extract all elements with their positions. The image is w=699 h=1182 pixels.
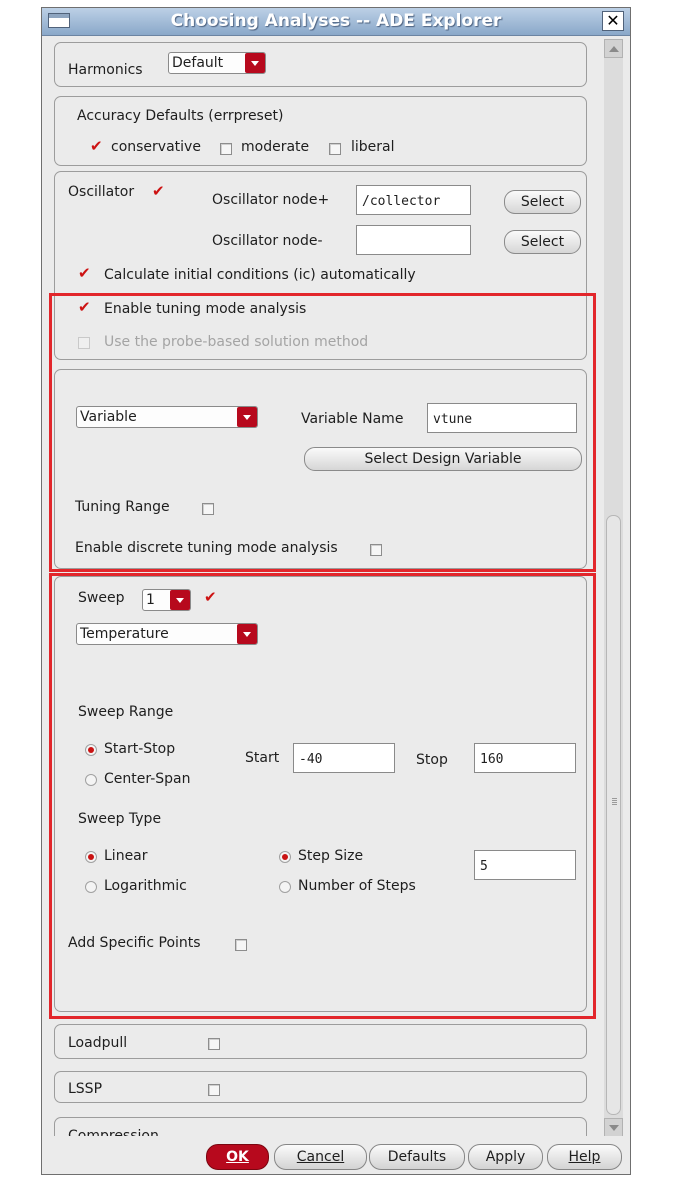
moderate-checkbox[interactable] — [220, 143, 232, 155]
loadpull-label: Loadpull — [68, 1035, 128, 1051]
help-label: Help — [568, 1149, 601, 1165]
probe-method-label: Use the probe-based solution method — [104, 334, 369, 350]
lssp-label: LSSP — [68, 1081, 103, 1097]
stop-label: Stop — [416, 752, 448, 768]
center-span-label: Center-Span — [104, 771, 191, 787]
scroll-up-icon[interactable] — [604, 39, 623, 58]
stop-input[interactable]: 160 — [474, 743, 576, 773]
cancel-label: Cancel — [296, 1149, 345, 1165]
start-label: Start — [245, 750, 280, 766]
harmonics-value: Default — [172, 55, 224, 71]
start-stop-label: Start-Stop — [104, 741, 176, 757]
chevron-down-icon — [245, 53, 265, 73]
logarithmic-label: Logarithmic — [104, 878, 187, 894]
help-button[interactable] — [547, 1144, 622, 1170]
scrollbar-thumb[interactable] — [606, 515, 621, 1115]
select-design-variable-button[interactable]: Select Design Variable — [304, 447, 582, 471]
discrete-tuning-label: Enable discrete tuning mode analysis — [75, 540, 338, 556]
lssp-panel — [54, 1071, 587, 1103]
sweep-variable-value: Temperature — [80, 626, 169, 642]
step-size-label: Step Size — [298, 848, 364, 864]
variable-name-input[interactable]: vtune — [427, 403, 577, 433]
scroll-down-icon[interactable] — [604, 1118, 623, 1137]
harmonics-label: Harmonics — [68, 62, 143, 78]
number-of-steps-label: Number of Steps — [298, 878, 416, 894]
sweep-count-value: 1 — [146, 592, 155, 608]
linear-label: Linear — [104, 848, 148, 864]
apply-button[interactable]: Apply — [468, 1144, 543, 1170]
node-plus-label: Oscillator node+ — [212, 192, 330, 208]
node-minus-label: Oscillator node- — [212, 233, 323, 249]
choosing-analyses-window — [41, 7, 631, 1175]
calc-ic-label: Calculate initial conditions (ic) automatically — [104, 267, 416, 283]
select-node-minus-button[interactable]: Select — [504, 230, 581, 254]
cancel-button[interactable] — [274, 1144, 367, 1170]
sweep-range-title: Sweep Range — [78, 704, 174, 720]
title-bar[interactable] — [42, 8, 630, 36]
start-input[interactable]: -40 — [293, 743, 395, 773]
scroll-grip-icon — [612, 798, 617, 805]
calc-ic-checkbox[interactable] — [78, 270, 90, 282]
variable-name-label: Variable Name — [301, 411, 404, 427]
loadpull-checkbox[interactable] — [208, 1038, 220, 1050]
liberal-checkbox[interactable] — [329, 143, 341, 155]
tuning-range-label: Tuning Range — [75, 499, 170, 515]
loadpull-panel — [54, 1024, 587, 1059]
enable-tuning-label: Enable tuning mode analysis — [104, 301, 307, 317]
sweep-highlight — [49, 573, 596, 1019]
oscillator-label: Oscillator — [68, 184, 135, 200]
node-minus-input[interactable] — [356, 225, 471, 255]
liberal-label: liberal — [351, 139, 395, 155]
conservative-label: conservative — [111, 139, 201, 155]
step-value-input[interactable]: 5 — [474, 850, 576, 880]
specific-points-label: Add Specific Points — [68, 935, 201, 951]
harmonics-panel — [54, 42, 587, 87]
oscillator-checkbox[interactable] — [152, 188, 164, 200]
accuracy-panel — [54, 96, 587, 166]
accuracy-title: Accuracy Defaults (errpreset) — [77, 108, 284, 124]
close-icon[interactable]: ✕ — [602, 11, 624, 31]
sweep-type-title: Sweep Type — [78, 811, 162, 827]
sweep-label: Sweep — [78, 590, 125, 606]
ok-button[interactable] — [206, 1144, 269, 1170]
moderate-label: moderate — [241, 139, 310, 155]
window-title: Choosing Analyses -- ADE Explorer — [170, 11, 502, 31]
lssp-checkbox[interactable] — [208, 1084, 220, 1096]
defaults-button[interactable]: Defaults — [369, 1144, 465, 1170]
vertical-scrollbar[interactable] — [604, 39, 623, 1137]
tuning-type-value: Variable — [80, 409, 137, 425]
dialog-button-bar — [42, 1136, 630, 1175]
select-node-plus-button[interactable]: Select — [504, 190, 581, 214]
tuning-highlight — [49, 293, 596, 572]
node-plus-input[interactable]: /collector — [356, 185, 471, 215]
ok-label: OK — [226, 1149, 249, 1165]
harmonics-dropdown[interactable] — [168, 52, 266, 74]
conservative-checkbox[interactable] — [90, 143, 102, 155]
